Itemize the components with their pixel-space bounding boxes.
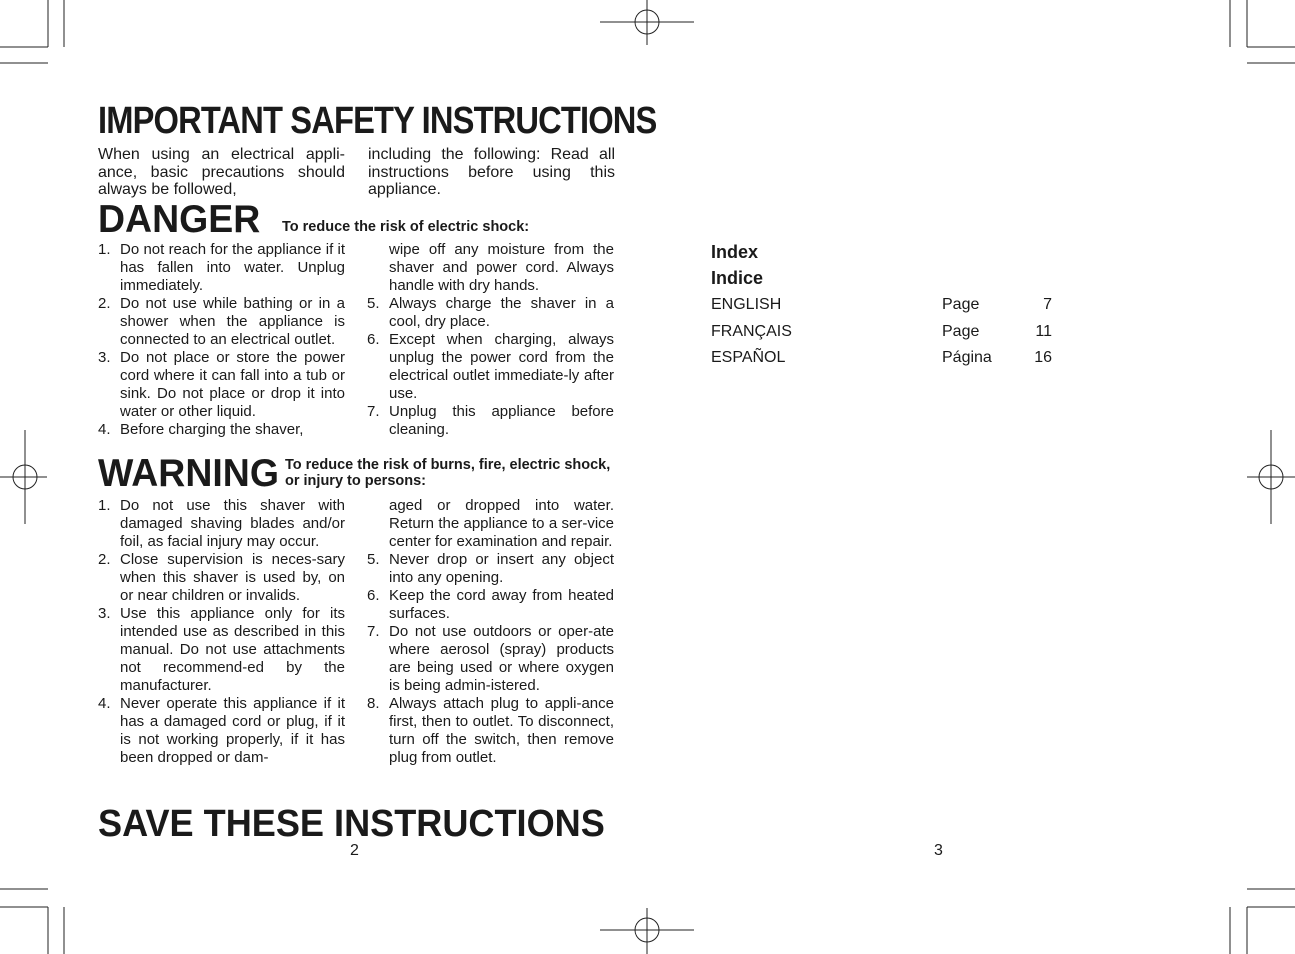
list-item-number: 1. (98, 497, 111, 514)
index-page-label: Page (942, 296, 980, 313)
list-item-text: aged or dropped into water. Return the appliance to a ser-vice center for examination and repair. (389, 497, 614, 550)
danger-list-left (98, 241, 345, 439)
list-item (98, 695, 345, 767)
list-item-number: 5. (367, 551, 380, 568)
list-item-text: Always attach plug to appli-ance first, then to outlet. To disconnect, turn off the switch, then remove plug from outlet. (389, 695, 614, 766)
list-item (367, 497, 614, 551)
warning-heading: WARNING (98, 452, 279, 495)
list-item-number: 2. (98, 551, 111, 568)
save-instructions-heading: SAVE THESE INSTRUCTIONS (98, 803, 605, 845)
list-item (367, 295, 614, 331)
page-title: IMPORTANT SAFETY INSTRUCTIONS (98, 100, 657, 142)
list-item-text: Never operate this appliance if it has a damaged cord or plug, if it is not working properly, if it has been dropped or dam- (120, 695, 345, 766)
index-language: ESPAÑOL (711, 349, 786, 366)
index-page-number: 7 (1043, 296, 1052, 313)
list-item-text: Except when charging, always unplug the power cord from the electrical outlet immediate-ly after use. (389, 331, 614, 402)
list-item-text: wipe off any moisture from the shaver and power cord. Always handle with dry hands. (389, 241, 614, 294)
index-language: ENGLISH (711, 296, 782, 313)
list-item-number: 6. (367, 587, 380, 604)
list-item (367, 331, 614, 403)
list-item-number: 3. (98, 605, 111, 622)
list-item (367, 587, 614, 623)
index-row (711, 349, 1052, 369)
list-item (98, 295, 345, 349)
list-item-text: Do not reach for the appliance if it has fallen into water. Unplug immediately. (120, 241, 345, 294)
list-item (367, 403, 614, 439)
warning-list-left (98, 497, 345, 767)
list-item-text: Before charging the shaver, (120, 421, 304, 438)
list-item-number: 5. (367, 295, 380, 312)
list-item-number: 6. (367, 331, 380, 348)
index-row (711, 323, 1052, 343)
list-item-number: 1. (98, 241, 111, 258)
index-language: FRANÇAIS (711, 322, 792, 340)
list-item (98, 605, 345, 695)
list-item-number: 3. (98, 349, 111, 366)
list-item (98, 551, 345, 605)
list-item-text: Do not use this shaver with damaged shaving blades and/or foil, as facial injury may occur. (120, 497, 345, 550)
index-page-number: 11 (1035, 322, 1052, 340)
list-item (367, 623, 614, 695)
list-item-number: 4. (98, 421, 111, 438)
list-item (367, 695, 614, 767)
list-item (98, 241, 345, 295)
list-item-text: Keep the cord away from heated surfaces. (389, 587, 614, 622)
index-row (711, 296, 1052, 316)
danger-list-right (367, 241, 614, 439)
list-item (98, 349, 345, 421)
list-item-number: 8. (367, 695, 380, 712)
list-item-number: 7. (367, 623, 380, 640)
index-page-label: Page (942, 322, 980, 340)
list-item (98, 421, 345, 439)
index-page-label: Página (942, 349, 992, 366)
intro-left: When using an electrical appli-ance, basic precautions should always be followed, (98, 146, 345, 198)
danger-heading: DANGER (98, 198, 261, 241)
list-item-text: Do not use outdoors or oper-ate where aerosol (spray) products are being used or where oxygen is being admin-istered. (389, 623, 614, 694)
list-item-number: 7. (367, 403, 380, 420)
intro-right: including the following: Read all instructions before using this appliance. (368, 146, 615, 198)
list-item-number: 2. (98, 295, 111, 312)
list-item-text: Do not place or store the power cord where it can fall into a tub or sink. Do not place or drop it into water or other liquid. (120, 349, 345, 420)
indice-heading: Indice (711, 268, 764, 288)
list-item (367, 241, 614, 295)
list-item-text: Always charge the shaver in a cool, dry place. (389, 295, 614, 330)
danger-subheading: To reduce the risk of electric shock: (282, 219, 530, 235)
index-page-number: 16 (1034, 349, 1052, 366)
list-item-text: Unplug this appliance before cleaning. (389, 403, 614, 438)
list-item (367, 551, 614, 587)
list-item-text: Use this appliance only for its intended use as described in this manual. Do not use attachments not recommend-ed by the manufacturer. (120, 605, 345, 694)
list-item-text: Do not use while bathing or in a shower when the appliance is connected to an electrical outlet. (120, 295, 345, 348)
warning-subheading: To reduce the risk of burns, fire, electric shock, or injury to persons: (285, 457, 611, 489)
list-item-number: 4. (98, 695, 111, 712)
list-item (98, 497, 345, 551)
page-number-right: 3 (934, 842, 943, 859)
list-item-text: Never drop or insert any object into any opening. (389, 551, 614, 586)
page-number-left: 2 (350, 842, 359, 859)
index-heading: Index (711, 242, 759, 262)
warning-list-right (367, 497, 614, 767)
list-item-text: Close supervision is neces-sary when this shaver is used by, on or near children or invalids. (120, 551, 345, 604)
